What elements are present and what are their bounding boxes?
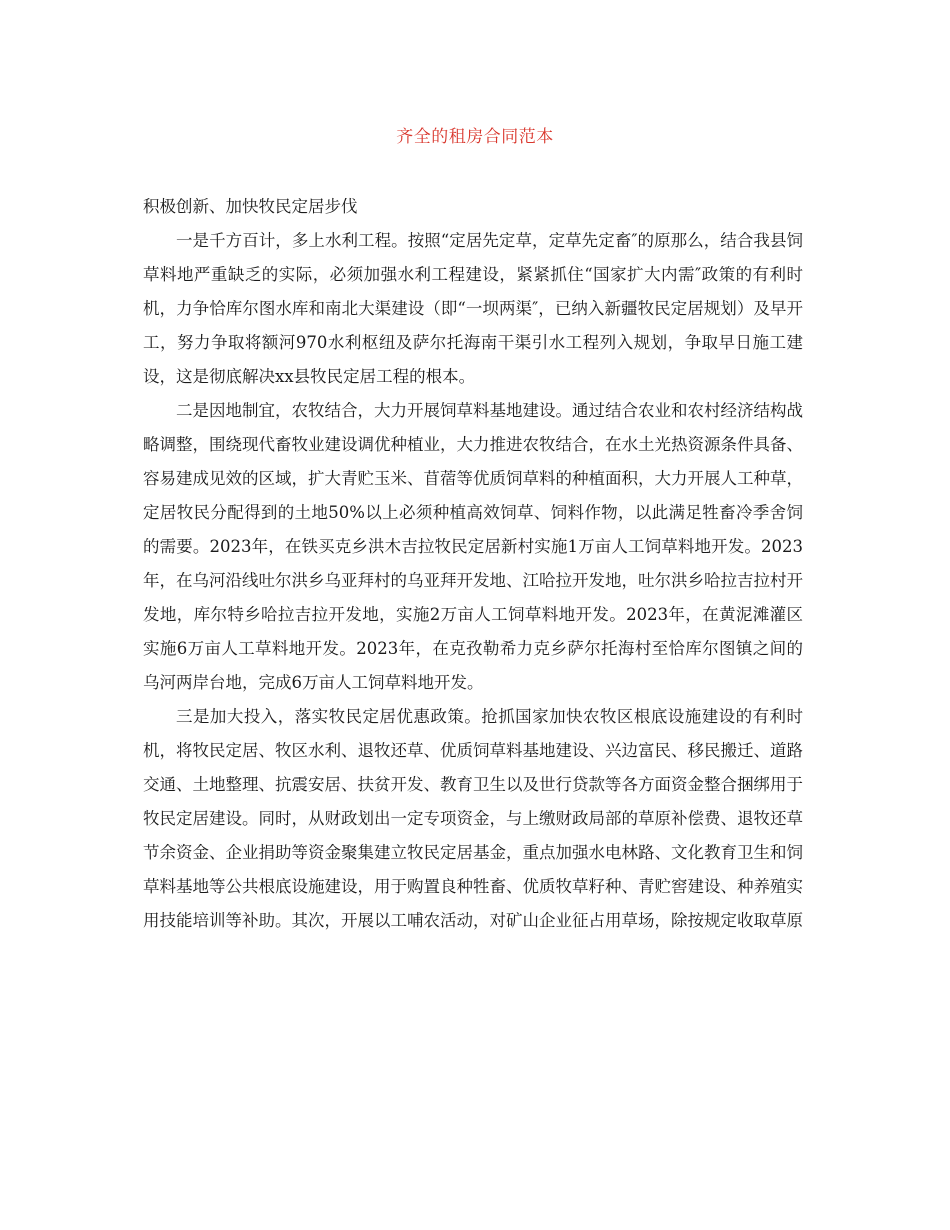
document-title: 齐全的租房合同范本: [396, 127, 554, 147]
paragraph-1: 一是千方百计，多上水利工程。按照“定居先定草，定草先定畜″的原那么，结合我县饲草料地严重缺乏的实际，必须加强水利工程建设，紧紧抓住“国家扩大内需″政策的有利时机，力争恰库尔图水库和南北大渠建设（即“一坝两渠″，已纳入新疆牧民定居规划）及早开工，努力争取将额河970水利枢纽及萨尔托海南干渠引水工程列入规划，争取早日施工建设，这是彻底解决xx县牧民定居工程的根本。: [143, 231, 803, 386]
paragraph-2: 二是因地制宜，农牧结合，大力开展饲草料基地建设。通过结合农业和农村经济结构战略调整，围绕现代畜牧业建设调优种植业，大力推进农牧结合，在水土光热资源条件具备、容易建成见效的区域，扩大青贮玉米、苜蓿等优质饲草料的种植面积，大力开展人工种草，定居牧民分配得到的土地50%以上必须种植高效饲草、饲料作物，以此满足牲畜冷季舍饲的需要。2023年，在铁买克乡洪木吉拉牧民定居新村实施1万亩人工饲草料地开发。2023年，在乌河沿线吐尔洪乡乌亚拜村的乌亚拜开发地、江哈拉开发地，吐尔洪乡哈拉吉拉村开发地，库尔特乡哈拉吉拉开发地，实施2万亩人工饲草料地开发。2023年，在黄泥滩灌区实施6万亩人工草料地开发。2023年，在克孜勒希力克乡萨尔托海村至恰库尔图镇之间的乌河两岸台地，完成6万亩人工饲草料地开发。: [143, 401, 803, 692]
paragraph-3: 三是加大投入，落实牧民定居优惠政策。抢抓国家加快农牧区根底设施建设的有利时机，将牧民定居、牧区水利、退牧还草、优质饲草料基地建设、兴边富民、移民搬迁、道路交通、土地整理、抗震安居、扶贫开发、教育卫生以及世行贷款等各方面资金整合捆绑用于牧民定居建设。同时，从财政划出一定专项资金，与上缴财政局部的草原补偿费、退牧还草节余资金、企业捐助等资金聚集建立牧民定居基金，重点加强水电林路、文化教育卫生和饲草料基地等公共根底设施建设，用于购置良种牲畜、优质牧草籽种、青贮窖建设、种养殖实用技能培训等补助。其次，开展以工哺农活动，对矿山企业征占用草场，除按规定收取草原: [143, 707, 803, 930]
document-body: [143, 190, 803, 938]
section-heading: 积极创新、加快牧民定居步伐: [143, 197, 358, 216]
